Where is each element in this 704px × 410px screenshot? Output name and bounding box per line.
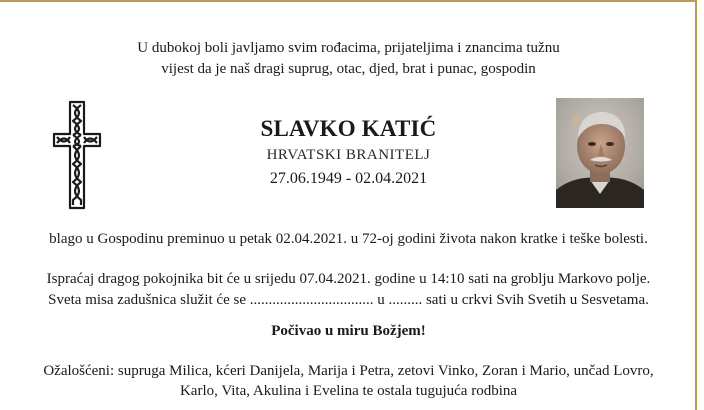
- portrait-photo: [556, 98, 644, 208]
- frame-top-border: [0, 0, 697, 2]
- deceased-title: HRVATSKI BRANITELJ: [266, 147, 431, 163]
- mourners-line-1: Ožalošćeni: supruga Milica, kćeri Danijela, Marija i Petra, zetovi Vinko, Zoran i Mario, unčad Lovro,: [43, 363, 654, 379]
- intro-text: [0, 38, 697, 80]
- life-dates: 27.06.1949 - 02.04.2021: [269, 170, 428, 187]
- intro-line-2: vijest da je naš dragi suprug, otac, djed, brat i punac, gospodin: [161, 61, 536, 77]
- mourners-line-2: Karlo, Vita, Akulina i Evelina te ostala tugujuća rodbina: [179, 383, 518, 399]
- rest-in-peace: Počivao u miru Božjem!: [271, 323, 426, 339]
- funeral-line-2: Sveta misa zadušnica služit će se ................................. u ......... sati u crkvi Svih Svetih u Sesvetama.: [48, 292, 649, 308]
- funeral-line-1: Ispraćaj dragog pokojnika bit će u srijedu 07.04.2021. godine u 14:10 sati na groblju Markovo polje.: [46, 271, 651, 287]
- mourners: [0, 361, 697, 401]
- funeral-info: [0, 269, 697, 311]
- death-notice: blago u Gospodinu preminuo u petak 02.04.2021. u 72-oj godini života nakon kratke i teške bolesti.: [49, 231, 648, 247]
- intro-line-1: U dubokoj boli javljamo svim rođacima, prijateljima i znancima tužnu: [137, 40, 560, 56]
- deceased-name: SLAVKO KATIĆ: [260, 116, 437, 141]
